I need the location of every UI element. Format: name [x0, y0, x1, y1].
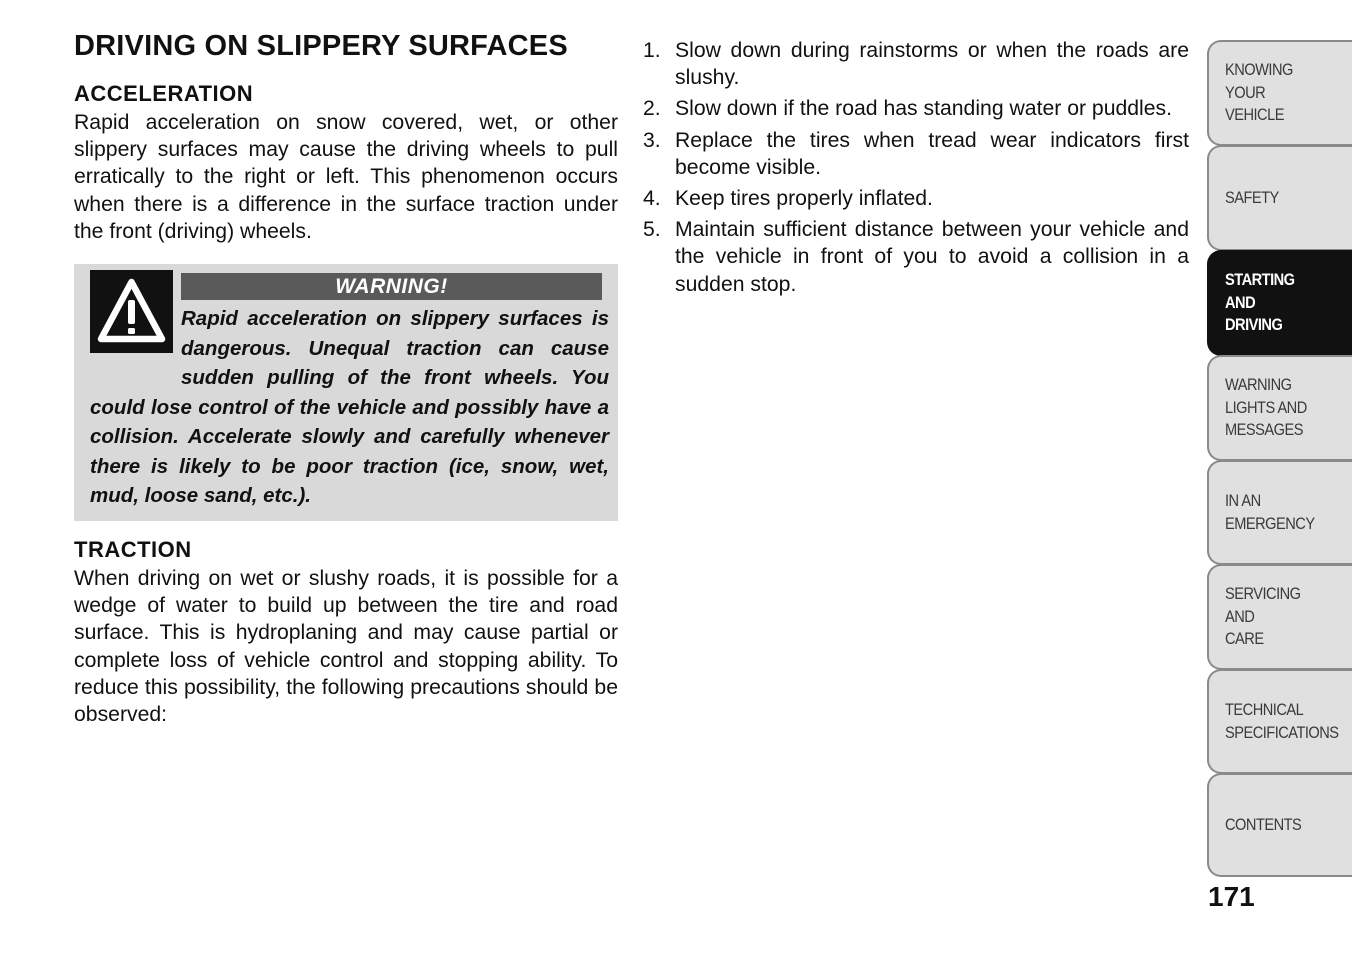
tab-label: WARNING LIGHTS AND MESSAGES — [1225, 375, 1307, 440]
tab-servicing-and-care[interactable] — [1207, 564, 1352, 670]
precaution-item — [643, 185, 1189, 212]
precaution-number: 4. — [643, 187, 661, 211]
warning-box — [74, 264, 618, 521]
traction-paragraph: When driving on wet or slushy roads, it is possible for a wedge of water to build up between the tire and road surface. This is hydroplaning and may cause partial or complete loss of vehicle control and stopping ability. To reduce this possibility, the following precautions should be observed: — [74, 567, 618, 727]
tab-label: SAFETY — [1225, 187, 1279, 207]
precaution-text: Maintain sufficient distance between your vehicle and the vehicle in front of you to avoid a collision in a sudden stop. — [675, 218, 1189, 296]
precaution-item — [643, 95, 1189, 122]
tab-label: SERVICING AND CARE — [1225, 584, 1301, 649]
traction-heading: TRACTION — [74, 537, 192, 562]
tab-label: KNOWING YOUR VEHICLE — [1225, 60, 1293, 125]
tab-technical-specifications[interactable] — [1207, 669, 1352, 774]
tab-label: TECHNICAL SPECIFICATIONS — [1225, 700, 1339, 742]
chapter-tabs — [1207, 40, 1352, 880]
acceleration-heading: ACCELERATION — [74, 81, 254, 106]
precaution-number: 3. — [643, 128, 661, 152]
precautions-list — [643, 37, 1189, 302]
tab-warning-lights-and-messages[interactable] — [1207, 355, 1352, 461]
precaution-number: 1. — [643, 39, 661, 62]
precaution-number: 5. — [643, 218, 661, 242]
tab-contents[interactable] — [1207, 773, 1352, 877]
precaution-item — [643, 216, 1189, 298]
precaution-text: Keep tires properly inflated. — [675, 187, 933, 211]
tab-starting-and-driving[interactable] — [1207, 250, 1352, 356]
precaution-text: Replace the tires when tread wear indicators first become visible. — [675, 128, 1189, 179]
precaution-item — [643, 127, 1189, 181]
tab-label: STARTING AND DRIVING — [1225, 270, 1295, 335]
tab-in-an-emergency[interactable] — [1207, 460, 1352, 565]
warning-text: Rapid acceleration on slippery surfaces is dangerous. Unequal traction can cause sudden pulling of the front wheels. You could lose control of the vehicle and possibly have a collision. Accelerate slowly and carefully whenever there is likely to be poor traction (ice, snow, wet, mud, loose sand, etc.). — [90, 307, 609, 507]
page-number: 171 — [1208, 881, 1255, 912]
acceleration-paragraph: Rapid acceleration on snow covered, wet, or other slippery surfaces may cause the driving wheels to pull erratically to the right or left. This phenomenon occurs when there is a difference in the surface traction under the front (driving) wheels. — [74, 111, 618, 243]
warning-label: WARNING! — [181, 273, 602, 300]
tab-safety[interactable] — [1207, 145, 1352, 251]
precaution-number: 2. — [643, 97, 661, 121]
tab-label: IN AN EMERGENCY — [1225, 491, 1315, 533]
tab-label: CONTENTS — [1225, 814, 1302, 834]
page-title: DRIVING ON SLIPPERY SURFACES — [74, 30, 568, 62]
precaution-text: Slow down if the road has standing water or puddles. — [675, 97, 1173, 121]
precaution-item — [643, 37, 1189, 91]
tab-knowing-your-vehicle[interactable] — [1207, 40, 1352, 146]
precaution-text: Slow down during rainstorms or when the roads are slushy. — [675, 39, 1189, 90]
